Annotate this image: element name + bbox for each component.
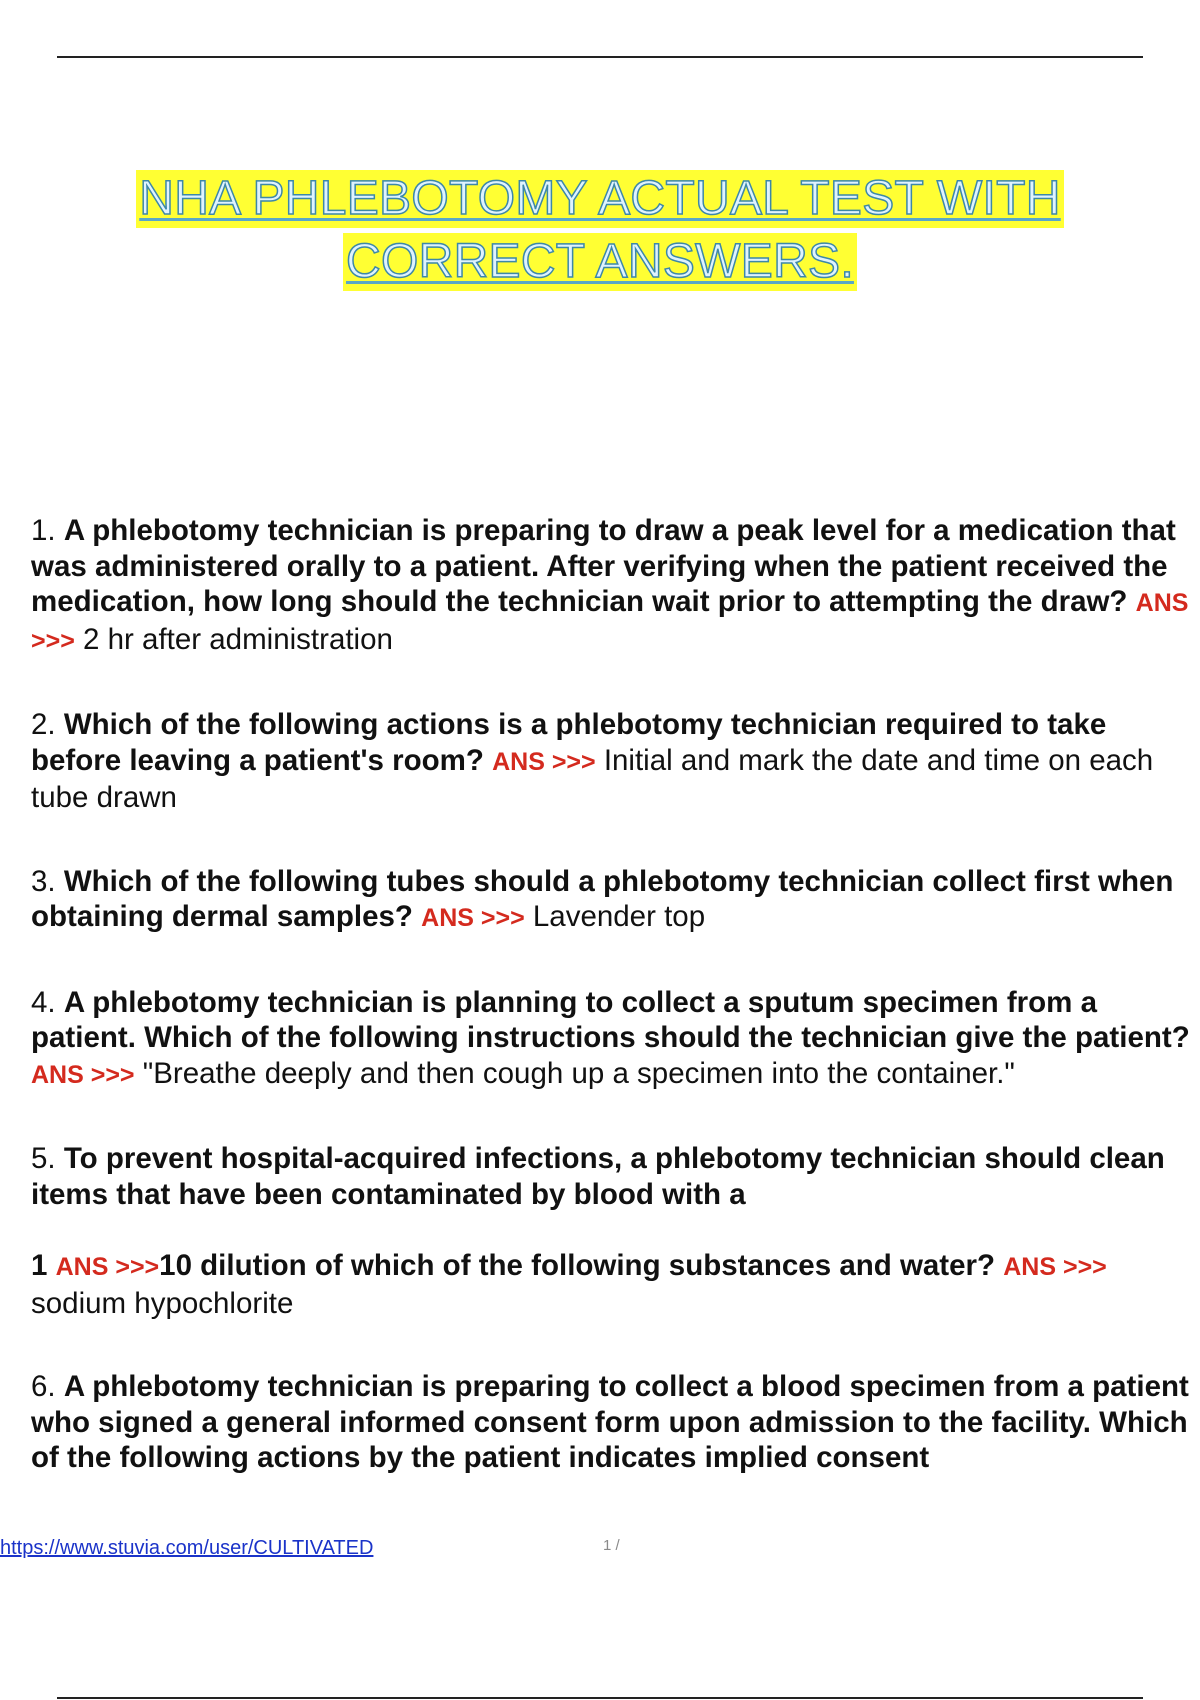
question-number: 6. bbox=[31, 1370, 56, 1403]
continuation-text: 10 dilution of which of the following substances and water? bbox=[159, 1249, 996, 1282]
question-4 bbox=[31, 985, 1200, 1094]
question-1 bbox=[31, 513, 1200, 659]
bottom-rule bbox=[57, 1697, 1143, 1699]
question-list bbox=[31, 513, 1200, 1524]
answer-marker: ANS >>> bbox=[492, 747, 596, 776]
title-line-2: CORRECT ANSWERS. bbox=[343, 233, 857, 291]
question-3 bbox=[31, 864, 1200, 937]
question-number: 1. bbox=[31, 514, 56, 547]
question-2 bbox=[31, 707, 1200, 816]
top-rule bbox=[57, 56, 1143, 58]
page-number: 1 / bbox=[603, 1537, 620, 1554]
question-text: A phlebotomy technician is preparing to collect a blood specimen from a patient who signed a general informed consent form upon admission to the facility. Which of the following actions by the patient indicates implied consent bbox=[31, 1370, 1189, 1474]
question-text: A phlebotomy technician is preparing to draw a peak level for a medication that was administered orally to a patient. After verifying when the patient received the medication, how long should the technician wait prior to attempting the draw? bbox=[31, 514, 1176, 618]
continuation-number: 1 bbox=[31, 1249, 48, 1282]
question-text: Which of the following actions is a phlebotomy technician required to take before leaving a patient's room? bbox=[31, 708, 1107, 777]
question-text: A phlebotomy technician is planning to collect a sputum specimen from a patient. Which of the following instructions should the technician give the patient? bbox=[31, 985, 1190, 1054]
answer-text: "Breathe deeply and then cough up a specimen into the container." bbox=[142, 1056, 1015, 1090]
stuvia-user-link[interactable]: https://www.stuvia.com/user/CULTIVATED bbox=[0, 1537, 374, 1559]
question-text: To prevent hospital-acquired infections, a phlebotomy technician should clean items that have been contaminated by blood with a bbox=[31, 1142, 1165, 1211]
question-5 bbox=[31, 1141, 1200, 1212]
answer-marker: ANS >>> bbox=[55, 1253, 160, 1281]
question-number: 4. bbox=[31, 985, 56, 1019]
question-number: 5. bbox=[31, 1142, 56, 1175]
title-line-1: NHA PHLEBOTOMY ACTUAL TEST WITH bbox=[136, 170, 1064, 228]
answer-marker: ANS >>> bbox=[31, 589, 1189, 655]
answer-text: Lavender top bbox=[532, 900, 706, 933]
question-number: 2. bbox=[31, 708, 56, 741]
question-5-continuation bbox=[31, 1248, 1200, 1321]
answer-text: Initial and mark the date and time on each tube drawn bbox=[31, 743, 1154, 814]
question-text: Which of the following tubes should a phlebotomy technician collect first when obtaining dermal samples? bbox=[31, 864, 1174, 933]
answer-text: 2 hr after administration bbox=[83, 622, 393, 656]
answer-text: sodium hypochlorite bbox=[31, 1286, 294, 1320]
question-6 bbox=[31, 1369, 1200, 1476]
answer-marker: ANS >>> bbox=[1003, 1253, 1107, 1281]
document-title bbox=[0, 170, 1200, 291]
question-number: 3. bbox=[31, 864, 56, 898]
answer-marker: ANS >>> bbox=[31, 1060, 135, 1089]
answer-marker: ANS >>> bbox=[421, 904, 525, 932]
